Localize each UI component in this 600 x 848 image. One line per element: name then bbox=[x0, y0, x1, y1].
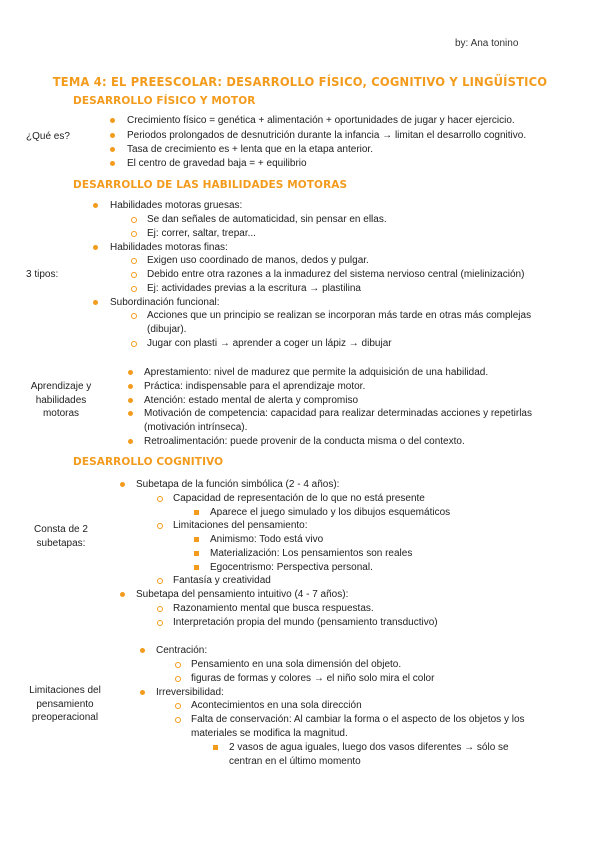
bullet-dot bbox=[110, 161, 115, 166]
bullet-ring bbox=[157, 496, 163, 502]
list-item: Subetapa de la función simbólica (2 - 4 años): bbox=[136, 479, 340, 490]
list-item: Pensamiento en una sola dimensión del objeto. bbox=[191, 659, 402, 670]
bullet-ring bbox=[131, 286, 137, 292]
list-item: Animismo: Todo está vivo bbox=[210, 534, 324, 545]
list-item: Aprestamiento: nivel de madurez que permite la adquisición de una habilidad. bbox=[144, 367, 489, 378]
bullet-dot bbox=[93, 245, 98, 250]
list-item: Debido entre otra razones a la inmadurez del sistema nervioso central (mielinización) bbox=[147, 269, 525, 280]
list-item: Motivación de competencia: capacidad para realizar determinadas acciones y repetirlas bbox=[144, 408, 532, 419]
bullet-ring bbox=[175, 703, 181, 709]
list-item: Tasa de crecimiento es + lenta que en la etapa anterior. bbox=[127, 144, 373, 155]
bullet-ring bbox=[175, 662, 181, 668]
bullet-ring bbox=[175, 717, 181, 723]
heading-desarrollo-cognitivo: DESARROLLO COGNITIVO bbox=[73, 456, 224, 468]
bullet-ring bbox=[131, 258, 137, 264]
bullet-ring bbox=[131, 341, 137, 347]
bullet-dot bbox=[93, 300, 98, 305]
list-item: Ej: actividades previas a la escritura → plastilina bbox=[147, 283, 361, 294]
list-item: Práctica: indispensable para el aprendizaje motor. bbox=[144, 381, 366, 392]
label-line: subetapas: bbox=[36, 537, 86, 549]
bullet-dot bbox=[93, 203, 98, 208]
bullet-ring bbox=[157, 620, 163, 626]
list-item: Egocentrismo: Perspectiva personal. bbox=[210, 562, 373, 573]
list-item: Subordinación funcional: bbox=[110, 297, 220, 308]
list-item-continued: (motivación intrínseca). bbox=[144, 422, 248, 433]
list-item: Crecimiento físico = genética + alimentación + oportunidades de jugar y hacer ejercicio. bbox=[127, 115, 515, 126]
list-item: Falta de conservación: Al cambiar la forma o el aspecto de los objetos y los bbox=[191, 714, 525, 725]
list-item: Ej: correr, saltar, trepar... bbox=[147, 228, 256, 239]
label-line: pensamiento bbox=[36, 698, 94, 710]
bullet-dot bbox=[120, 592, 125, 597]
bullet-ring bbox=[131, 231, 137, 237]
bullet-ring bbox=[131, 217, 137, 223]
list-item-continued: (dibujar). bbox=[147, 324, 187, 335]
bullet-dot bbox=[128, 411, 133, 416]
label-line: preoperacional bbox=[31, 712, 99, 723]
bullet-square bbox=[194, 565, 199, 570]
list-item-continued: materiales se modifica la magnitud. bbox=[191, 728, 348, 739]
bullet-ring bbox=[131, 313, 137, 319]
list-item: Aparece el juego simulado y los dibujos esquemáticos bbox=[210, 507, 451, 518]
bullet-ring bbox=[157, 606, 163, 612]
list-item: Jugar con plasti → aprender a coger un lápiz → dibujar bbox=[147, 338, 392, 349]
list-item: Acontecimientos en una sola dirección bbox=[191, 700, 362, 711]
list-item: Interpretación propia del mundo (pensamiento transductivo) bbox=[173, 617, 438, 628]
list-item: Limitaciones del pensamiento: bbox=[173, 520, 308, 531]
list-item: Atención: estado mental de alerta y compromiso bbox=[144, 395, 358, 406]
label-que-es: ¿Qué es? bbox=[26, 131, 70, 142]
label-line: motoras bbox=[42, 408, 80, 419]
bullet-dot bbox=[128, 370, 133, 375]
bullet-ring bbox=[157, 578, 163, 584]
label-line: Limitaciones del bbox=[29, 685, 101, 696]
list-item: El centro de gravedad baja = + equilibrio bbox=[127, 158, 307, 169]
list-item: Capacidad de representación de lo que no está presente bbox=[173, 493, 425, 504]
bullet-ring bbox=[131, 272, 137, 278]
label-consta bbox=[22, 523, 100, 550]
bullet-dot bbox=[128, 439, 133, 444]
label-line: Consta de 2 bbox=[34, 524, 88, 535]
label-line: habilidades bbox=[35, 394, 87, 406]
bullet-dot bbox=[110, 133, 115, 138]
list-item: Retroalimentación: puede provenir de la conducta misma o del contexto. bbox=[144, 436, 465, 447]
list-item: Habilidades motoras finas: bbox=[110, 242, 228, 253]
bullet-dot bbox=[110, 118, 115, 123]
heading-habilidades-motoras: DESARROLLO DE LAS HABILIDADES MOTORAS bbox=[73, 179, 348, 191]
label-line: Aprendizaje y bbox=[30, 381, 92, 392]
list-item: 2 vasos de agua iguales, luego dos vasos diferentes → sólo se bbox=[229, 742, 509, 753]
page-title: TEMA 4: EL PREESCOLAR: DESARROLLO FÍSICO, COGNITIVO Y LINGÜÍSTICO bbox=[52, 74, 548, 90]
list-item: Razonamiento mental que busca respuestas. bbox=[173, 603, 374, 614]
list-item: Centración: bbox=[156, 645, 208, 656]
list-item-continued: centran en el último momento bbox=[229, 756, 361, 767]
list-item: Acciones que un principio se realizan se incorporan más tarde en otras más complejas bbox=[147, 310, 532, 321]
bullet-dot bbox=[128, 384, 133, 389]
label-aprendizaje bbox=[22, 380, 100, 421]
bullet-dot bbox=[110, 147, 115, 152]
list-item: Periodos prolongados de desnutrición durante la infancia → limitan el desarrollo cognitivo. bbox=[127, 130, 527, 141]
list-item: Subetapa del pensamiento intuitivo (4 - 7 años): bbox=[136, 589, 349, 600]
bullet-square bbox=[194, 510, 199, 515]
bullet-dot bbox=[140, 648, 145, 653]
list-item: Materialización: Los pensamientos son reales bbox=[210, 548, 413, 559]
bullet-ring bbox=[157, 523, 163, 529]
list-item: Exigen uso coordinado de manos, dedos y pulgar. bbox=[147, 255, 369, 266]
label-limitaciones bbox=[18, 684, 112, 725]
bullet-ring bbox=[175, 676, 181, 682]
list-item: Irreversibilidad: bbox=[156, 687, 224, 698]
bullet-square bbox=[194, 537, 199, 542]
bullet-dot bbox=[120, 482, 125, 487]
label-3-tipos: 3 tipos: bbox=[26, 269, 59, 280]
list-item: figuras de formas y colores → el niño solo mira el color bbox=[191, 673, 435, 684]
list-item: Fantasía y creatividad bbox=[173, 575, 271, 586]
bullet-square bbox=[213, 745, 218, 750]
list-item: Habilidades motoras gruesas: bbox=[110, 200, 243, 211]
list-item: Se dan señales de automaticidad, sin pensar en ellas. bbox=[147, 214, 387, 225]
bullet-dot bbox=[128, 398, 133, 403]
bullet-dot bbox=[140, 690, 145, 695]
heading-desarrollo-fisico: DESARROLLO FÍSICO Y MOTOR bbox=[73, 95, 256, 107]
bullet-square bbox=[194, 551, 199, 556]
author-credit: by: Ana tonino bbox=[455, 38, 519, 49]
